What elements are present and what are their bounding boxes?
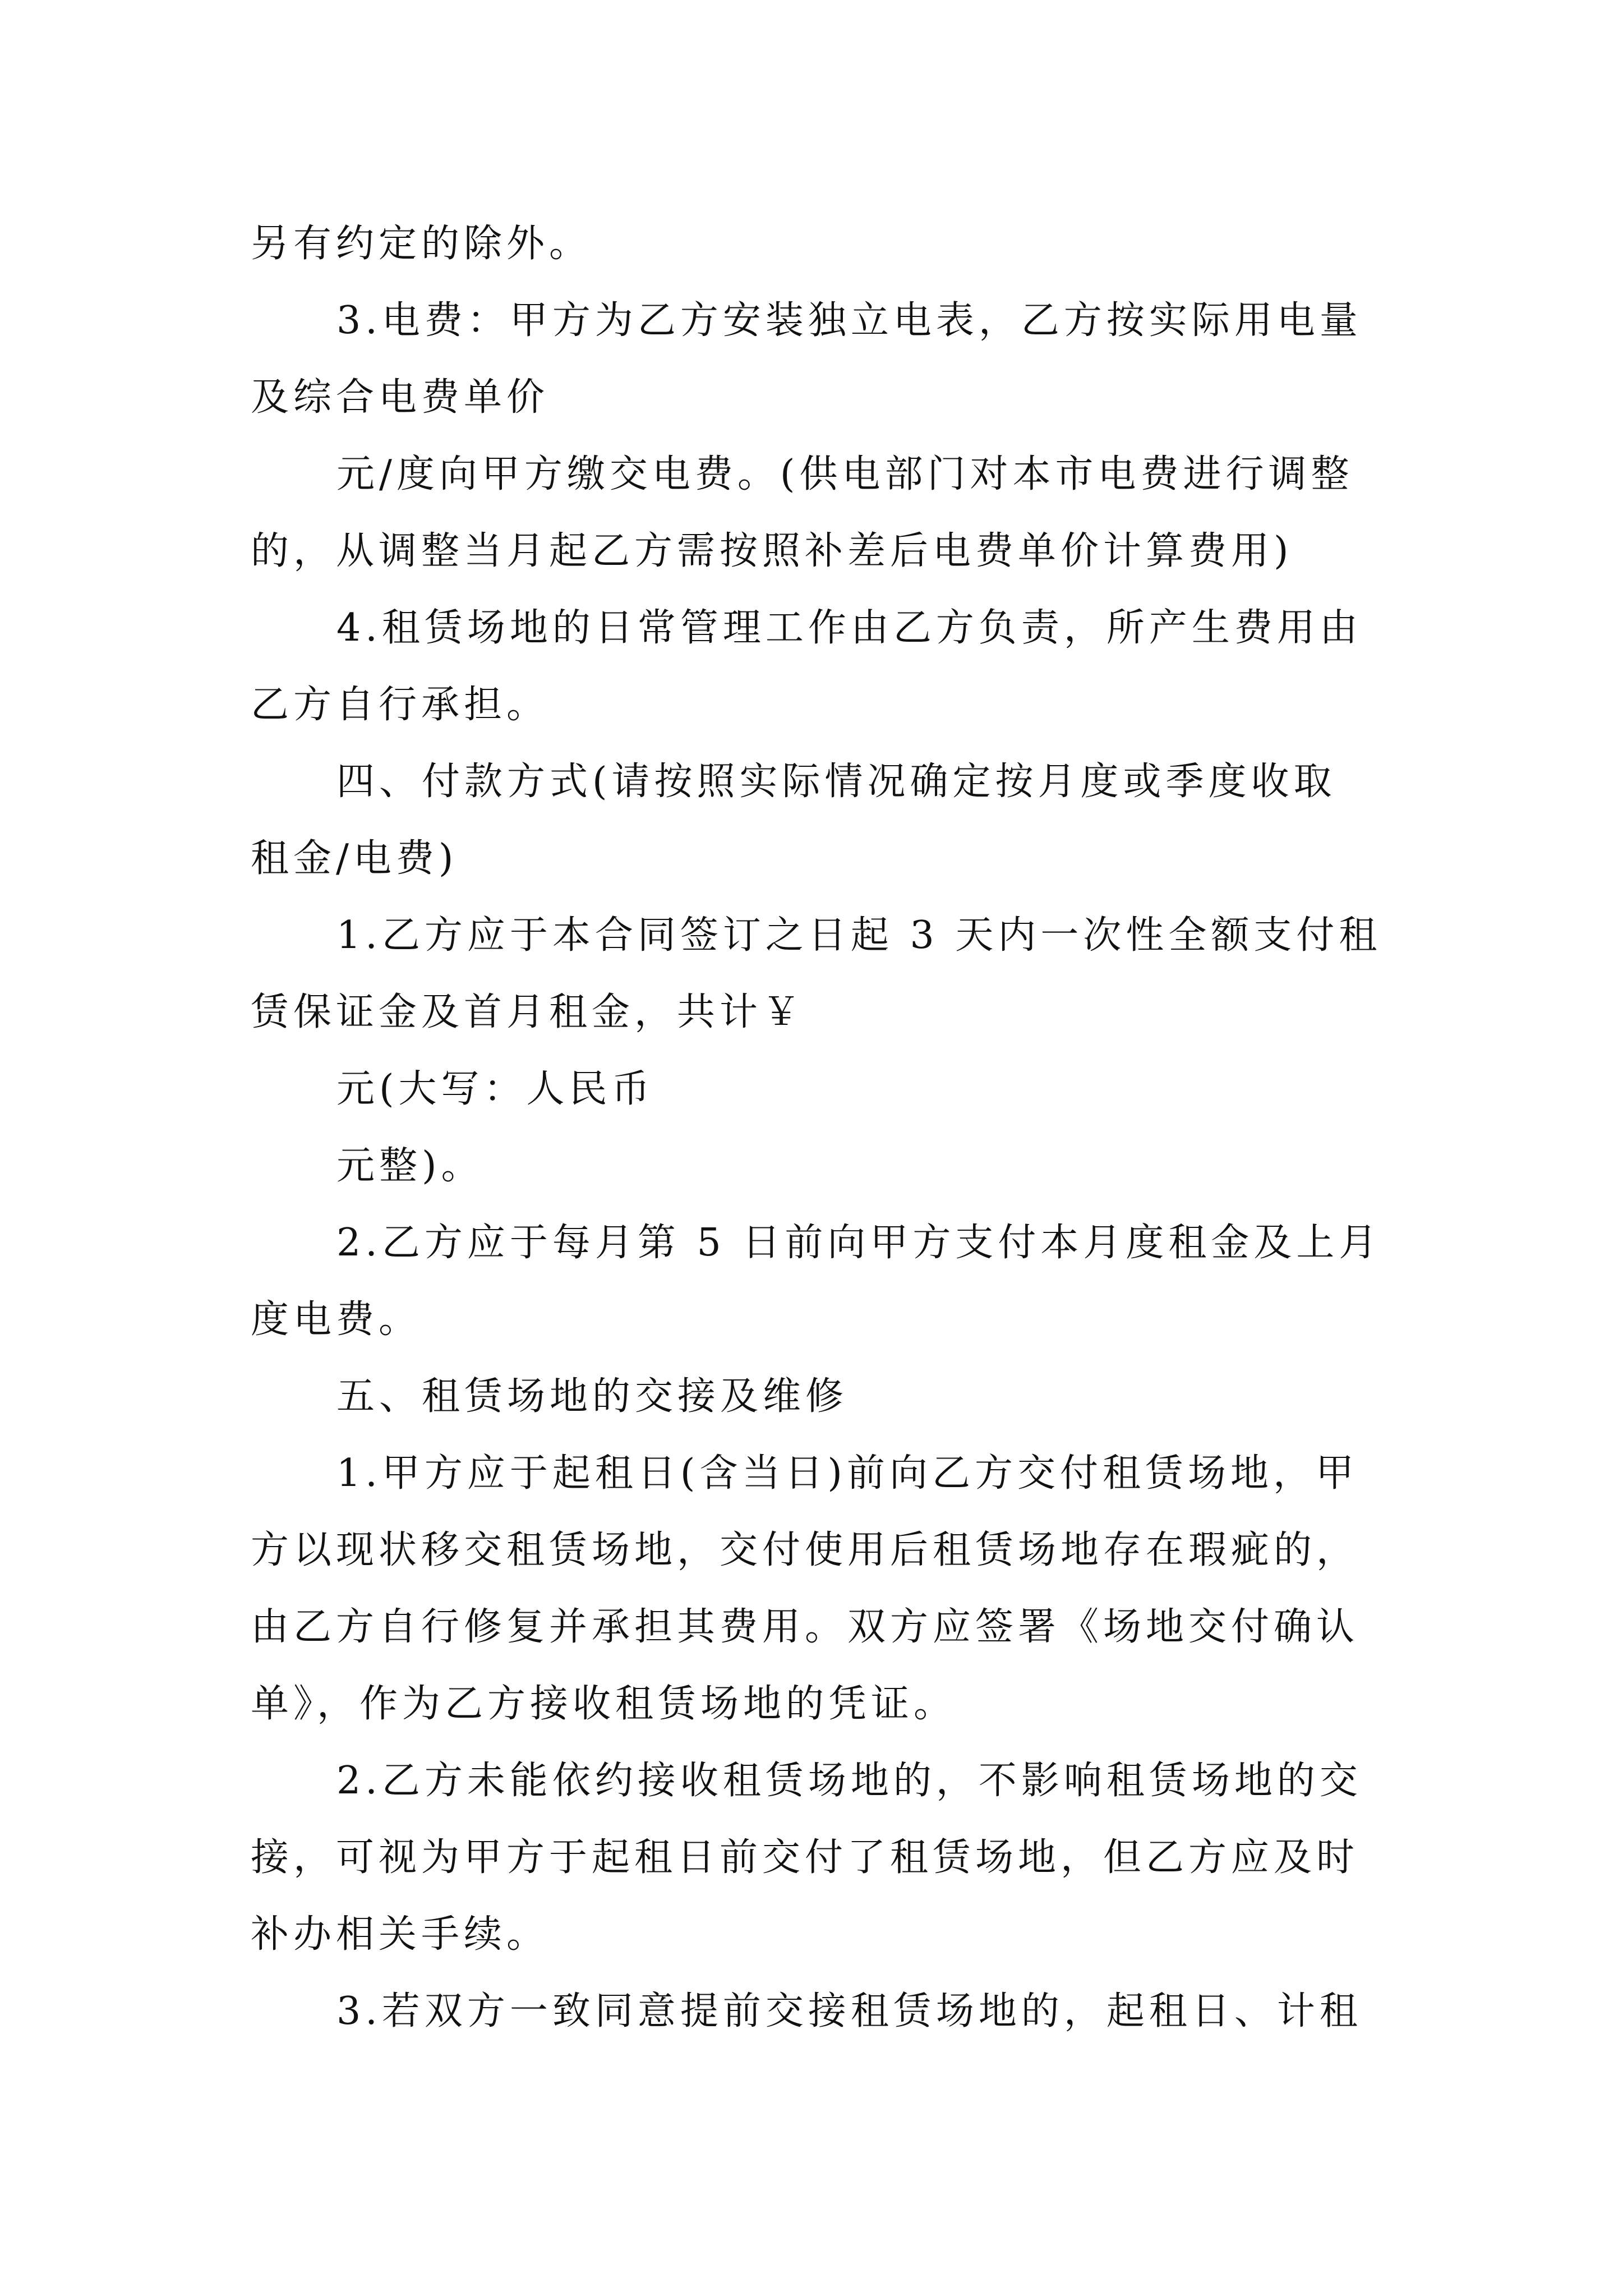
clause-line: 1.甲方应于起租日(含当日)前向乙方交付租赁场地，甲: [336, 1451, 1358, 1496]
section-heading-line: 租金/电费): [251, 836, 458, 881]
text-line: 乙方自行承担。: [251, 683, 550, 727]
clause-line: 4.租赁场地的日常管理工作由乙方负责，所产生费用由: [336, 606, 1362, 650]
text-line: 由乙方自行修复并承担其费用。双方应签署《场地交付确认: [251, 1605, 1359, 1649]
text-line: 接，可视为甲方于起租日前交付了租赁场地，但乙方应及时: [251, 1835, 1359, 1880]
text-line: 的，从调整当月起乙方需按照补差后电费单价计算费用): [251, 529, 1293, 573]
clause-line: 3.电费：甲方为乙方安装独立电表，乙方按实际用电量: [336, 298, 1362, 343]
text-line: 单》，作为乙方接收租赁场地的凭证。: [251, 1682, 957, 1726]
text-line: 及综合电费单价: [251, 375, 550, 420]
section-heading-line: 四、付款方式(请按照实际情况确定按月度或季度收取: [336, 760, 1336, 804]
text-line: 另有约定的除外。: [251, 222, 592, 266]
text-line: 元(大写：人民币: [336, 1067, 654, 1111]
section-heading-line: 五、租赁场地的交接及维修: [336, 1374, 849, 1419]
clause-line: 2.乙方应于每月第 5 日前向甲方支付本月度租金及上月: [336, 1221, 1382, 1265]
text-line: 度电费。: [251, 1297, 422, 1342]
text-line: 赁保证金及首月租金，共计￥: [251, 990, 805, 1034]
text-line: 补办相关手续。: [251, 1912, 550, 1957]
clause-line: 1.乙方应于本合同签订之日起 3 天内一次性全额支付租: [336, 913, 1382, 958]
text-line: 元/度向甲方缴交电费。(供电部门对本市电费进行调整: [336, 452, 1354, 496]
clause-line: 2.乙方未能依约接收租赁场地的，不影响租赁场地的交: [336, 1759, 1362, 1803]
clause-line: 3.若双方一致同意提前交接租赁场地的，起租日、计租: [336, 1989, 1362, 2033]
text-line: 元整)。: [336, 1144, 484, 1188]
text-line: 方以现状移交租赁场地，交付使用后租赁场地存在瑕疵的，: [251, 1528, 1359, 1572]
